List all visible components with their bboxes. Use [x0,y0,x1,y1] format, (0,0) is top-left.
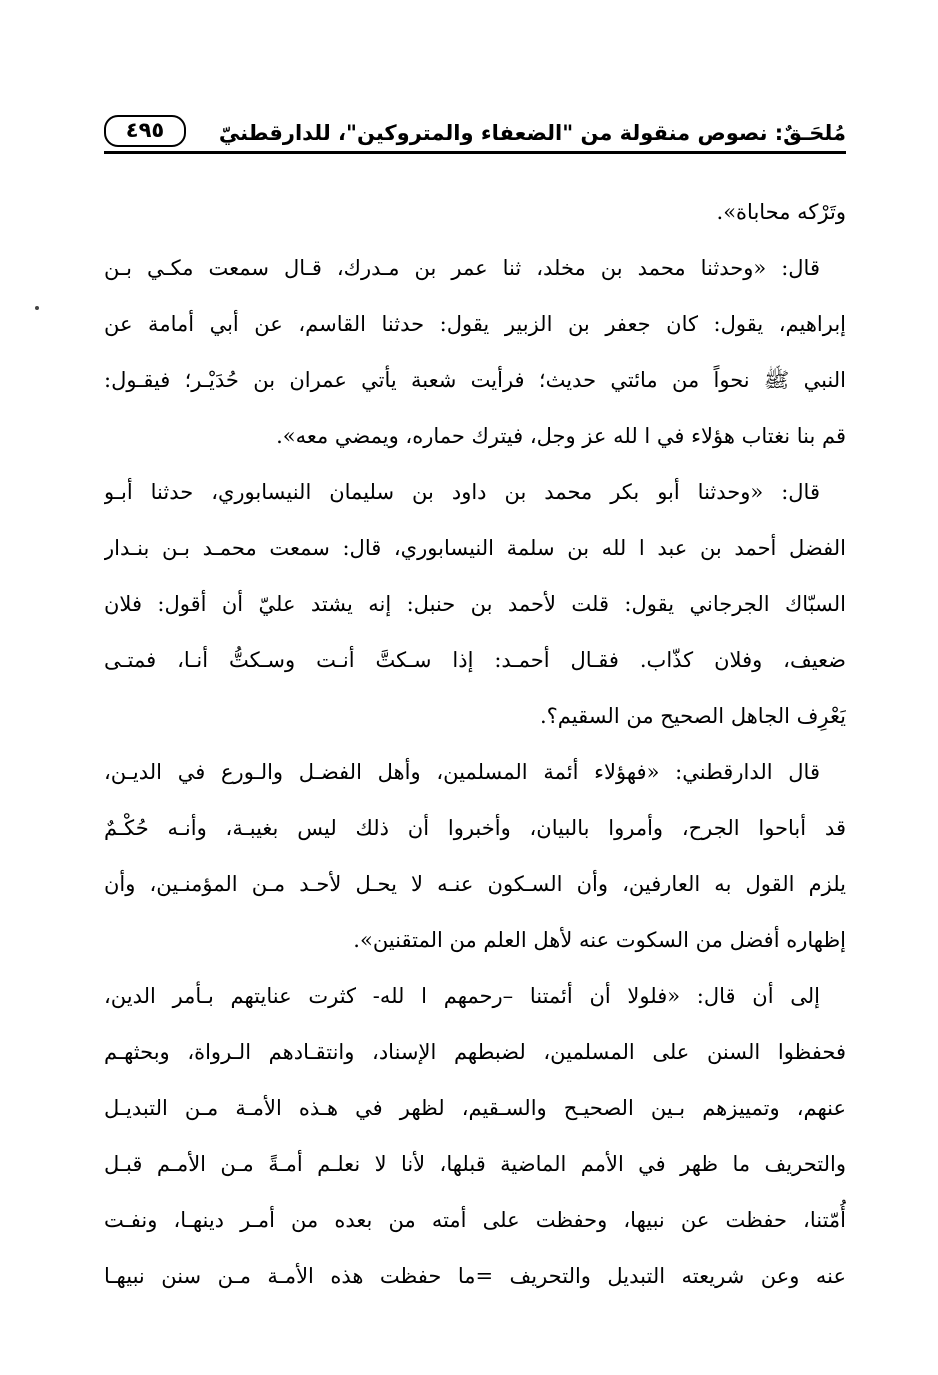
page-header [104,108,846,150]
page-content [104,108,846,1358]
text-line: قد أباحوا الجرح، وأمروا بالبيان، وأخبروا أن ذلك ليس بغيبـة، وأنـه حُكْـمٌ [104,816,846,840]
text-line: عنه وعن شريعته التبديل والتحريف =ما حفظت هذه الأمـة مـن سنن نبيهـا [104,1264,846,1288]
body-text [104,184,846,1304]
text-line: قال الدارقطني: «فهؤلاء أئمة المسلمين، وأهل الفضـل والـورع في الديـن، [104,760,820,784]
text-line: قم بنا نغتاب هؤلاء في ا لله عز وجل، فيترك حماره، ويمضي معه». [276,424,846,448]
page-number-badge: ٤٩٥ [104,115,186,147]
running-title: مُلحَـقٌ: نصوص منقولة من "الضعفاء والمتروكين"، للدارقطنيّ [218,121,846,145]
text-line: النبي ﷺ نحواً من مائتي حديث؛ فرأيت شعبة يأتي عمران بن حُدَيْـر؛ فيقـول: [104,368,846,392]
text-line: قال: «وحدثنا أبو بكر محمد بن داود بن سليمان النيسابوري، حدثنا أبـو [104,480,820,504]
text-line: والتحريف ما ظهر في الأمم الماضية قبلها، لأنا لا نعلـم أمـةً مـن الأمـم قبـل [104,1152,846,1176]
text-line: إبراهيم، يقول: كان جعفر بن الزبير يقول: حدثنا القاسم، عن أبي أمامة عن [104,312,846,336]
text-line: الفضل أحمد بن عبد ا لله بن سلمة النيسابوري، قال: سمعت محمـد بـن بنـدار [104,536,846,560]
text-line: وتَرْكه محاباة». [716,200,846,224]
text-line: يَعْرِف الجاهل الصحيح من السقيم؟. [539,704,846,728]
text-line: قال: «وحدثنا محمد بن مخلد، ثنا عمر بن مـدرك، قـال سمعت مكـي بـن [104,256,820,280]
text-line: فحفظوا السنن على المسلمين، لضبطهم الإسناد، وانتقـادهم الـرواة، وبحثهـم [104,1040,846,1064]
text-line: يلزم القول به العارفين، وأن السـكون عنـه لا يحـل لأحـد مـن المؤمنـين، وأن [104,872,846,896]
header-rule [104,151,846,154]
text-line: عنهم، وتمييزهم بـين الصحيـح والسـقيم، لظهر في هـذه الأمـة مـن التبديـل [104,1096,846,1120]
text-line: إلى أن قال: «فلولا أن أئمتنا –رحمهم ا لله- كثرت عنايتهم بـأمر الدين، [104,984,820,1008]
scan-speck [35,306,39,310]
text-line: ضعيف، وفلان كذّاب. فقـال أحمـد: إذا سـكتَّ أنـت وسـكتُّ أنـا، فمتـى [104,648,846,672]
text-line: إظهاره أفضل من السكوت عنه لأهل العلم من المتقنين». [353,928,846,952]
text-line: السبّاك الجرجاني يقول: قلت لأحمد بن حنبل: إنه يشتد عليّ أن أقول: فلان [104,592,846,616]
text-line: أُمّتنا، حفظت عن نبيها، وحفظت على أمته من بعده من أمـر دينهـا، ونفـت [104,1208,846,1232]
